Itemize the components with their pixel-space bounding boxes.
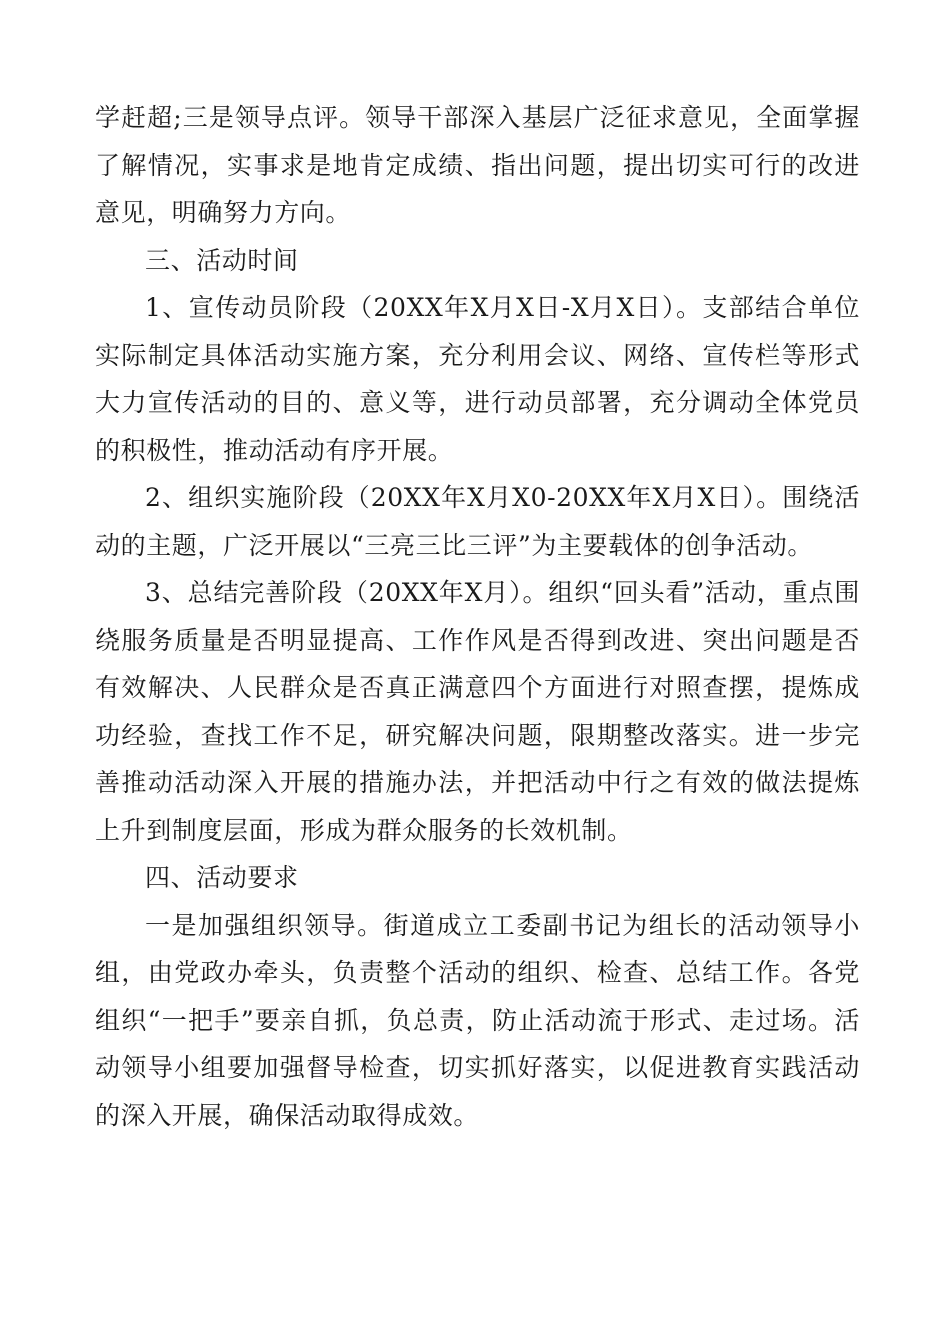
paragraph-requirement-1: 一是加强组织领导。街道成立工委副书记为组长的活动领导小组，由党政办牵头，负责整个活动的组织、检查、总结工作。各党组织“一把手”要亲自抓，负总责，防止活动流于形式、走过场。活动领导小组要加强督导检查，切实抓好落实，以促进教育实践活动的深入开展，确保活动取得成效。 [95,910,860,1130]
paragraph-stage-3: 3、总结完善阶段（20XX年X月）。组织“回头看”活动，重点围绕服务质量是否明显提高、工作作风是否得到改进、突出问题是否有效解决、人民群众是否真正满意四个方面进行对照查摆，提炼成功经验，查找工作不足，研究解决问题，限期整改落实。进一步完善推动活动深入开展的措施办法，并把活动中行之有效的做法提炼上升到制度层面，形成为群众服务的长效机制。 [95,578,860,845]
paragraph-stage-2: 2、组织实施阶段（20XX年X月X0-20XX年X月X日）。围绕活动的主题，广泛开展以“三亮三比三评”为主要载体的创争活动。 [95,483,860,560]
section-heading-activity-time: 三、活动时间 [145,245,299,275]
paragraph-stage-1: 1、宣传动员阶段（20XX年X月X日-X月X日）。支部结合单位实际制定具体活动实施方案，充分利用会议、网络、宣传栏等形式大力宣传活动的目的、意义等，进行动员部署，充分调动全体党员的积极性，推动活动有序开展。 [95,293,860,465]
section-heading-activity-requirements: 四、活动要求 [145,863,299,892]
document-body [95,94,860,1139]
paragraph-continuation: 学赶超;三是领导点评。领导干部深入基层广泛征求意见，全面掌握了解情况，实事求是地肯定成绩、指出问题，提出切实可行的改进意见，明确努力方向。 [95,103,860,227]
